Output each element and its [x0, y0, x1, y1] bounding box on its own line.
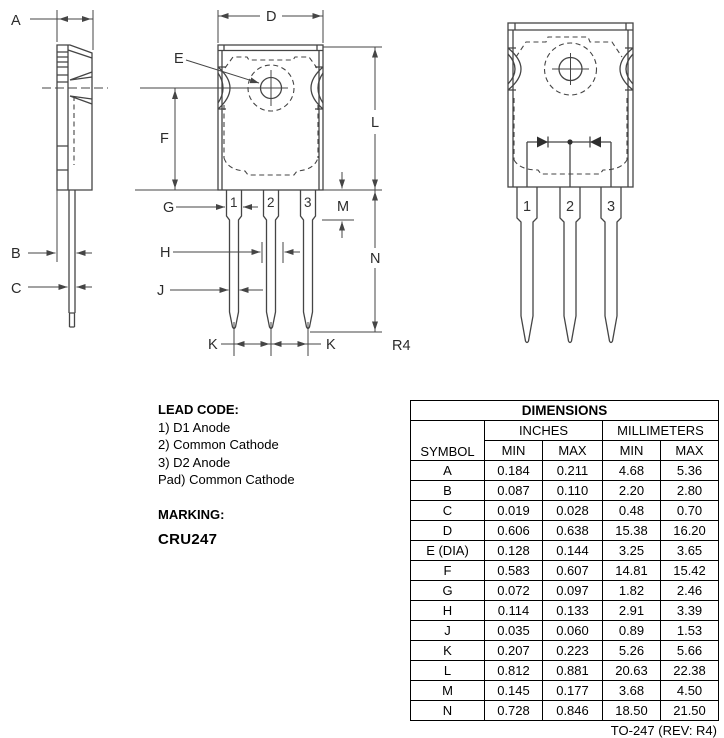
package-rev-footer: TO-247 (REV: R4) [610, 723, 717, 738]
dim-label-m: M [337, 199, 350, 215]
dim-in-min: 0.072 [485, 581, 543, 601]
dim-symbol: A [411, 461, 485, 481]
dim-mm-max: 5.66 [661, 641, 719, 661]
back-pin-1-label: 1 [523, 199, 532, 215]
dim-symbol: M [411, 681, 485, 701]
inches-header: INCHES [485, 421, 603, 441]
dim-mm-max: 3.65 [661, 541, 719, 561]
dim-mm-min: 3.68 [603, 681, 661, 701]
dim-symbol: G [411, 581, 485, 601]
dim-symbol: J [411, 621, 485, 641]
dim-in-min: 0.184 [485, 461, 543, 481]
dim-in-min: 0.128 [485, 541, 543, 561]
dim-label-c: C [11, 281, 22, 297]
back-pin-2-label: 2 [566, 199, 575, 215]
dim-label-k-left: K [208, 337, 218, 353]
dim-label-b: B [11, 246, 21, 262]
dim-label-k-right: K [326, 337, 336, 353]
table-row [411, 601, 719, 621]
dim-in-max: 0.060 [543, 621, 603, 641]
rev-note: R4 [392, 338, 411, 354]
dim-symbol: F [411, 561, 485, 581]
table-row [411, 681, 719, 701]
mm-min-header: MIN [603, 441, 661, 461]
back-pin-3-label: 3 [607, 199, 616, 215]
back-view-body [508, 23, 633, 343]
front-view-dimensions [135, 9, 411, 356]
front-pin-1-label: 1 [230, 195, 238, 210]
dim-mm-max: 2.46 [661, 581, 719, 601]
back-view-drawing [460, 0, 724, 360]
dim-label-e: E [174, 51, 184, 67]
in-min-header: MIN [485, 441, 543, 461]
front-pin-3-label: 3 [304, 195, 312, 210]
dim-label-d: D [266, 9, 277, 25]
dimensions-table [410, 400, 719, 721]
dim-symbol: N [411, 701, 485, 721]
lead-code-item-2: 2) Common Cathode [158, 437, 279, 452]
lead-code-block [158, 401, 408, 549]
dim-in-max: 0.223 [543, 641, 603, 661]
dim-mm-min: 18.50 [603, 701, 661, 721]
dim-mm-max: 21.50 [661, 701, 719, 721]
front-view-drawing [130, 0, 460, 390]
dim-label-l: L [371, 115, 380, 131]
symbol-header: SYMBOL [411, 421, 485, 461]
dim-label-a: A [11, 13, 21, 29]
dim-mm-max: 16.20 [661, 521, 719, 541]
table-row [411, 501, 719, 521]
dim-mm-max: 15.42 [661, 561, 719, 581]
lead-code-item-pad: Pad) Common Cathode [158, 472, 295, 487]
table-title: DIMENSIONS [411, 401, 719, 421]
dim-in-min: 0.087 [485, 481, 543, 501]
diode-d1-symbol [537, 137, 548, 148]
side-view-dimensions [11, 10, 93, 297]
dim-mm-max: 0.70 [661, 501, 719, 521]
dim-label-h: H [160, 245, 171, 261]
dim-symbol: D [411, 521, 485, 541]
dim-in-max: 0.881 [543, 661, 603, 681]
dimensions-table-block [410, 400, 718, 738]
dim-in-min: 0.606 [485, 521, 543, 541]
dim-in-max: 0.097 [543, 581, 603, 601]
table-row [411, 641, 719, 661]
dim-symbol: E (DIA) [411, 541, 485, 561]
lead-code-item-3: 3) D2 Anode [158, 454, 231, 470]
dim-mm-max: 5.36 [661, 461, 719, 481]
marking-value: CRU247 [158, 531, 218, 548]
dim-in-min: 0.812 [485, 661, 543, 681]
dim-in-max: 0.110 [543, 481, 603, 501]
dim-in-max: 0.133 [543, 601, 603, 621]
diode-d2-symbol [590, 137, 601, 148]
table-row [411, 661, 719, 681]
dim-label-g: G [163, 200, 175, 216]
dim-in-max: 0.177 [543, 681, 603, 701]
internal-diode-schematic [527, 137, 611, 188]
common-cathode-node [567, 139, 572, 144]
dim-mm-min: 4.68 [603, 461, 661, 481]
dim-symbol: B [411, 481, 485, 501]
dim-mm-min: 2.91 [603, 601, 661, 621]
dim-mm-min: 14.81 [603, 561, 661, 581]
table-row [411, 581, 719, 601]
dim-in-max: 0.846 [543, 701, 603, 721]
dim-in-min: 0.114 [485, 601, 543, 621]
millimeters-header: MILLIMETERS [603, 421, 719, 441]
table-row [411, 461, 719, 481]
dim-mm-max: 1.53 [661, 621, 719, 641]
mm-max-header: MAX [661, 441, 719, 461]
table-row [411, 521, 719, 541]
dim-in-max: 0.638 [543, 521, 603, 541]
dim-in-max: 0.607 [543, 561, 603, 581]
table-unit-header-row [411, 421, 719, 441]
lead-code-title: LEAD CODE: [158, 402, 239, 417]
marking-label: MARKING: [158, 506, 225, 522]
dim-mm-max: 22.38 [661, 661, 719, 681]
dim-in-min: 0.145 [485, 681, 543, 701]
dim-symbol: C [411, 501, 485, 521]
dim-symbol: L [411, 661, 485, 681]
dim-in-min: 0.019 [485, 501, 543, 521]
dim-mm-min: 0.48 [603, 501, 661, 521]
dim-in-max: 0.211 [543, 461, 603, 481]
dim-label-n: N [370, 251, 381, 267]
dim-symbol: H [411, 601, 485, 621]
dim-in-min: 0.035 [485, 621, 543, 641]
table-row [411, 701, 719, 721]
table-row [411, 541, 719, 561]
dim-mm-max: 4.50 [661, 681, 719, 701]
front-pin-2-label: 2 [267, 195, 275, 210]
dim-mm-min: 0.89 [603, 621, 661, 641]
in-max-header: MAX [543, 441, 603, 461]
dim-mm-min: 2.20 [603, 481, 661, 501]
dim-mm-max: 2.80 [661, 481, 719, 501]
table-row [411, 621, 719, 641]
dim-mm-max: 3.39 [661, 601, 719, 621]
dim-in-max: 0.144 [543, 541, 603, 561]
dim-mm-min: 15.38 [603, 521, 661, 541]
dim-in-min: 0.583 [485, 561, 543, 581]
side-view-body [42, 45, 108, 327]
lead-code-item-1: 1) D1 Anode [158, 419, 231, 435]
dim-mm-min: 20.63 [603, 661, 661, 681]
dim-in-min: 0.207 [485, 641, 543, 661]
dim-in-max: 0.028 [543, 501, 603, 521]
dim-mm-min: 5.26 [603, 641, 661, 661]
dim-label-j: J [157, 283, 165, 299]
dim-mm-min: 3.25 [603, 541, 661, 561]
table-row [411, 481, 719, 501]
side-view-drawing [0, 0, 130, 360]
dim-label-f: F [160, 131, 169, 147]
dim-mm-min: 1.82 [603, 581, 661, 601]
table-title-row [411, 401, 719, 421]
dim-symbol: K [411, 641, 485, 661]
table-row [411, 561, 719, 581]
dim-in-min: 0.728 [485, 701, 543, 721]
